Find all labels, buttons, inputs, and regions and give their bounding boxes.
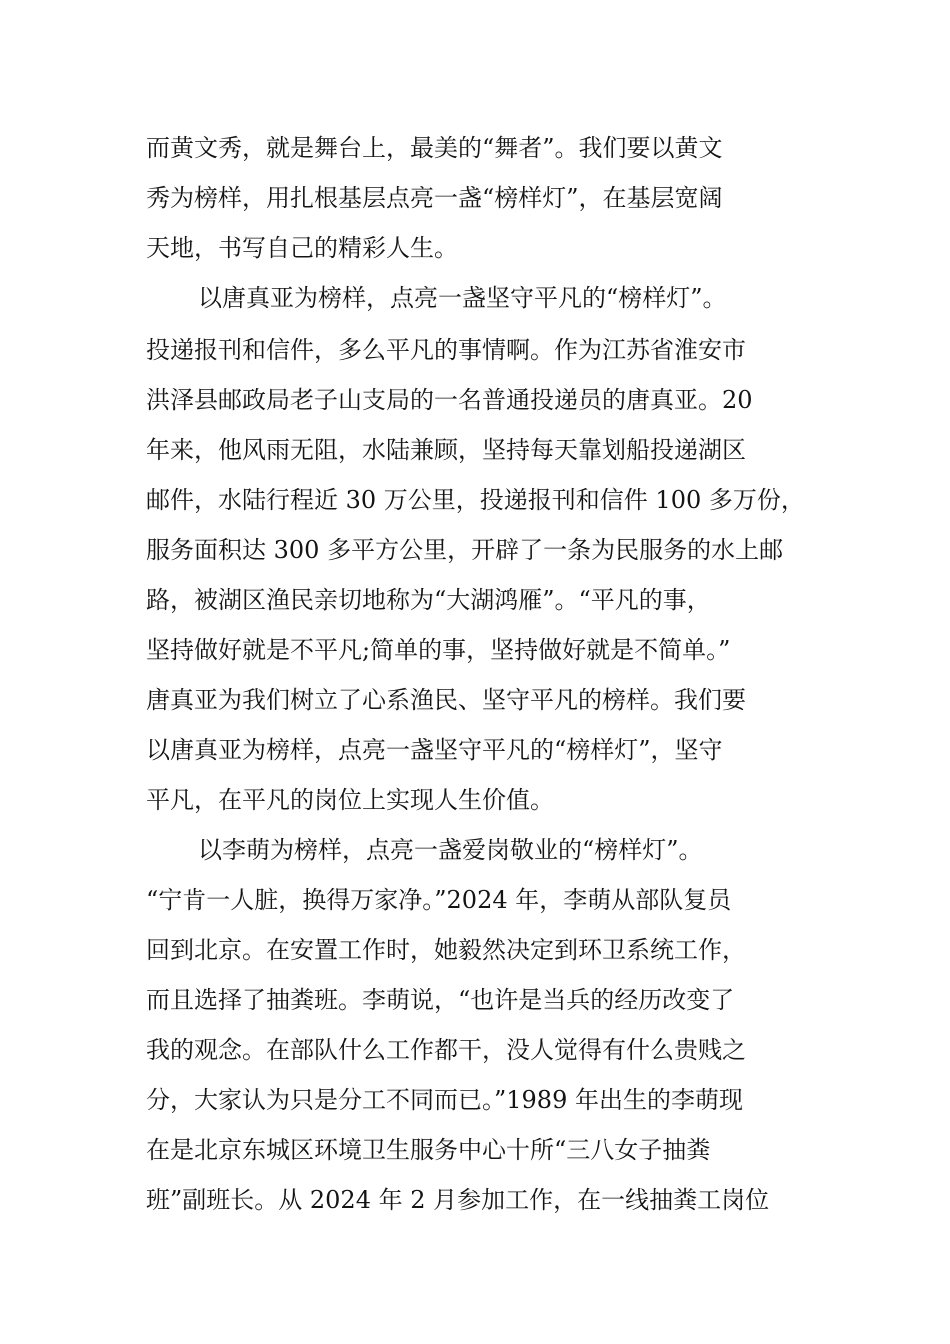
text-line: 坚持做好就是不平凡;简单的事，坚持做好就是不简单。” bbox=[146, 636, 731, 664]
text-line: 班”副班长。从 2024 年 2 月参加工作，在一线抽粪工岗位 bbox=[146, 1186, 770, 1214]
text-line: 分，大家认为只是分工不同而已。”1989 年出生的李萌现 bbox=[146, 1086, 743, 1114]
text-line: 回到北京。在安置工作时，她毅然决定到环卫系统工作， bbox=[146, 936, 746, 964]
text-line: 而黄文秀，就是舞台上，最美的“舞者”。我们要以黄文 bbox=[146, 134, 723, 162]
text-line: 服务面积达 300 多平方公里，开辟了一条为民服务的水上邮 bbox=[146, 536, 784, 564]
paragraph-first-line: 以李萌为榜样，点亮一盏爱岗敬业的“榜样灯”。 bbox=[198, 836, 703, 864]
text-line: 而且选择了抽粪班。李萌说，“也许是当兵的经历改变了 bbox=[146, 986, 735, 1014]
text-line: 我的观念。在部队什么工作都干，没人觉得有什么贵贱之 bbox=[146, 1036, 746, 1064]
text-line: 在是北京东城区环境卫生服务中心十所“三八女子抽粪 bbox=[146, 1136, 711, 1164]
text-line: 投递报刊和信件，多么平凡的事情啊。作为江苏省淮安市 bbox=[146, 336, 746, 364]
text-line: 以唐真亚为榜样，点亮一盏坚守平凡的“榜样灯”，坚守 bbox=[146, 736, 723, 764]
text-line: 年来，他风雨无阻，水陆兼顾，坚持每天靠划船投递湖区 bbox=[146, 436, 746, 464]
text-line: 天地，书写自己的精彩人生。 bbox=[146, 234, 458, 262]
text-line: 唐真亚为我们树立了心系渔民、坚守平凡的榜样。我们要 bbox=[146, 686, 746, 714]
text-line: 邮件，水陆行程近 30 万公里，投递报刊和信件 100 多万份， bbox=[146, 486, 805, 514]
text-line: 路，被湖区渔民亲切地称为“大湖鸿雁”。“平凡的事， bbox=[146, 586, 711, 614]
text-line: “宁肯一人脏，换得万家净。”2024 年，李萌从部队复员 bbox=[146, 886, 732, 914]
paragraph-first-line: 以唐真亚为榜样，点亮一盏坚守平凡的“榜样灯”。 bbox=[198, 284, 727, 312]
text-line: 洪泽县邮政局老子山支局的一名普通投递员的唐真亚。20 bbox=[146, 386, 753, 414]
text-line: 秀为榜样，用扎根基层点亮一盏“榜样灯”，在基层宽阔 bbox=[146, 184, 723, 212]
text-line: 平凡，在平凡的岗位上实现人生价值。 bbox=[146, 786, 554, 814]
